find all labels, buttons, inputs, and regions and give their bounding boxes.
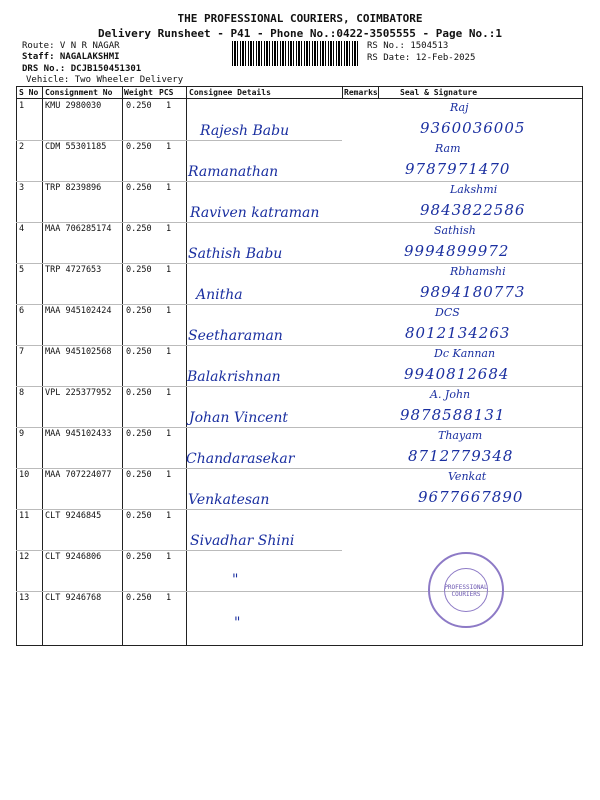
- pieces-count: 1: [166, 224, 172, 234]
- vehicle-label: Vehicle: Two Wheeler Delivery: [26, 75, 184, 85]
- table-row: [0, 429, 600, 470]
- pieces-count: 1: [166, 306, 172, 316]
- consignment-number: MAA 945102433: [45, 429, 112, 439]
- signature-phone: 9843822586: [420, 201, 526, 219]
- staff-label: Staff: NAGALAKSHMI: [22, 52, 120, 62]
- consignee-name: ": [234, 615, 241, 631]
- weight-value: 0.250: [126, 511, 152, 521]
- serial-number: 6: [19, 306, 25, 316]
- serial-number: 7: [19, 347, 25, 357]
- consignment-number: CDM 55301185: [45, 142, 107, 152]
- signature: Dc Kannan: [434, 347, 496, 360]
- signature: DCS: [435, 306, 460, 319]
- consignee-name: ": [232, 572, 239, 588]
- signature-phone: 9360036005: [420, 119, 526, 137]
- consignment-number: MAA 707224077: [45, 470, 112, 480]
- consignee-name: Venkatesan: [188, 492, 270, 508]
- row-divider: [16, 468, 582, 469]
- row-divider: [16, 386, 582, 387]
- signature: Lakshmi: [450, 183, 498, 196]
- consignment-number: TRP 8239896: [45, 183, 102, 193]
- consignee-name: Johan Vincent: [189, 410, 288, 426]
- serial-number: 8: [19, 388, 25, 398]
- pieces-count: 1: [166, 470, 172, 480]
- barcode: [232, 41, 358, 66]
- pieces-count: 1: [166, 347, 172, 357]
- weight-value: 0.250: [126, 224, 152, 234]
- serial-number: 13: [19, 593, 30, 603]
- drs-label: DRS No.: DCJB150451301: [22, 64, 142, 74]
- table-row: [0, 265, 600, 306]
- consignee-name: Balakrishnan: [187, 369, 281, 385]
- signature: Sathish: [434, 224, 476, 237]
- signature: Ram: [435, 142, 461, 155]
- column-header: Consignee Details: [189, 88, 271, 97]
- serial-number: 5: [19, 265, 25, 275]
- weight-value: 0.250: [126, 552, 152, 562]
- consignment-number: CLT 9246845: [45, 511, 102, 521]
- pieces-count: 1: [166, 142, 172, 152]
- column-header: Seal & Signature: [400, 88, 478, 97]
- stamp-text: PROFESSIONAL COURIERS: [444, 584, 488, 598]
- pieces-count: 1: [166, 593, 172, 603]
- table-row: [0, 511, 600, 552]
- route-label: Route: V N R NAGAR: [22, 41, 120, 51]
- signature-phone: 9894180773: [420, 283, 526, 301]
- table-row: [0, 142, 600, 183]
- page-title: THE PROFESSIONAL COURIERS, COIMBATORE: [177, 12, 423, 25]
- pieces-count: 1: [166, 101, 172, 111]
- consignee-name: Chandarasekar: [186, 451, 295, 467]
- column-header: Weight: [124, 88, 153, 97]
- consignment-number: CLT 9246768: [45, 593, 102, 603]
- column-header: PCS: [159, 88, 174, 97]
- consignment-number: MAA 706285174: [45, 224, 112, 234]
- signature: Venkat: [448, 470, 487, 483]
- consignment-number: KMU 2980030: [45, 101, 102, 111]
- weight-value: 0.250: [126, 265, 152, 275]
- consignee-name: Sathish Babu: [188, 246, 283, 262]
- table-row: [0, 183, 600, 224]
- serial-number: 1: [19, 101, 25, 111]
- table-row: [0, 593, 600, 634]
- rs-no-label: RS No.: 1504513: [367, 41, 449, 51]
- row-divider: [16, 550, 342, 551]
- weight-value: 0.250: [126, 142, 152, 152]
- row-divider: [16, 263, 582, 264]
- serial-number: 2: [19, 142, 25, 152]
- consignee-name: Ramanathan: [188, 164, 279, 180]
- pieces-count: 1: [166, 183, 172, 193]
- serial-number: 4: [19, 224, 25, 234]
- consignee-name: Raviven katraman: [190, 205, 320, 221]
- pieces-count: 1: [166, 388, 172, 398]
- serial-number: 9: [19, 429, 25, 439]
- consignment-number: MAA 945102568: [45, 347, 112, 357]
- pieces-count: 1: [166, 511, 172, 521]
- signature: Raj: [450, 101, 469, 114]
- pieces-count: 1: [166, 429, 172, 439]
- column-header: S No: [19, 88, 39, 97]
- weight-value: 0.250: [126, 593, 152, 603]
- column-header: Remarks: [344, 88, 378, 97]
- weight-value: 0.250: [126, 429, 152, 439]
- consignment-number: VPL 225377952: [45, 388, 112, 398]
- signature-phone: 9878588131: [400, 406, 506, 424]
- row-divider: [16, 181, 582, 182]
- row-divider: [16, 345, 582, 346]
- pieces-count: 1: [166, 552, 172, 562]
- rs-date-label: RS Date: 12-Feb-2025: [367, 53, 476, 63]
- signature-phone: 9994899972: [404, 242, 510, 260]
- row-divider: [16, 140, 342, 141]
- consignment-number: TRP 4727653: [45, 265, 102, 275]
- serial-number: 3: [19, 183, 25, 193]
- table-row: [0, 347, 600, 388]
- consignee-name: Rajesh Babu: [200, 123, 290, 139]
- consignee-name: Sivadhar Shini: [190, 533, 295, 549]
- signature-phone: 9677667890: [418, 488, 524, 506]
- table-row: [0, 224, 600, 265]
- signature-phone: 8712779348: [408, 447, 514, 465]
- signature: Rbhamshi: [450, 265, 506, 278]
- table-row: [0, 388, 600, 429]
- weight-value: 0.250: [126, 470, 152, 480]
- signature: A. John: [430, 388, 471, 401]
- consignment-number: MAA 945102424: [45, 306, 112, 316]
- signature-phone: 9940812684: [404, 365, 510, 383]
- row-divider: [16, 304, 582, 305]
- row-divider: [16, 222, 582, 223]
- consignment-number: CLT 9246806: [45, 552, 102, 562]
- weight-value: 0.250: [126, 183, 152, 193]
- table-row: [0, 470, 600, 511]
- serial-number: 10: [19, 470, 30, 480]
- consignee-name: Seetharaman: [188, 328, 283, 344]
- table-row: [0, 306, 600, 347]
- pieces-count: 1: [166, 265, 172, 275]
- serial-number: 11: [19, 511, 30, 521]
- weight-value: 0.250: [126, 388, 152, 398]
- runsheet-subtitle: Delivery Runsheet - P41 - Phone No.:0422-3505555 - Page No.:1: [98, 27, 502, 40]
- row-divider: [16, 509, 582, 510]
- signature-phone: 8012134263: [405, 324, 511, 342]
- signature-phone: 9787971470: [405, 160, 511, 178]
- weight-value: 0.250: [126, 347, 152, 357]
- weight-value: 0.250: [126, 306, 152, 316]
- serial-number: 12: [19, 552, 30, 562]
- weight-value: 0.250: [126, 101, 152, 111]
- column-header: Consignment No: [45, 88, 113, 97]
- row-divider: [16, 427, 582, 428]
- signature: Thayam: [438, 429, 483, 442]
- seal-stamp: [428, 552, 504, 628]
- consignee-name: Anitha: [196, 287, 243, 303]
- table-row: [0, 101, 600, 142]
- table-row: [0, 552, 600, 593]
